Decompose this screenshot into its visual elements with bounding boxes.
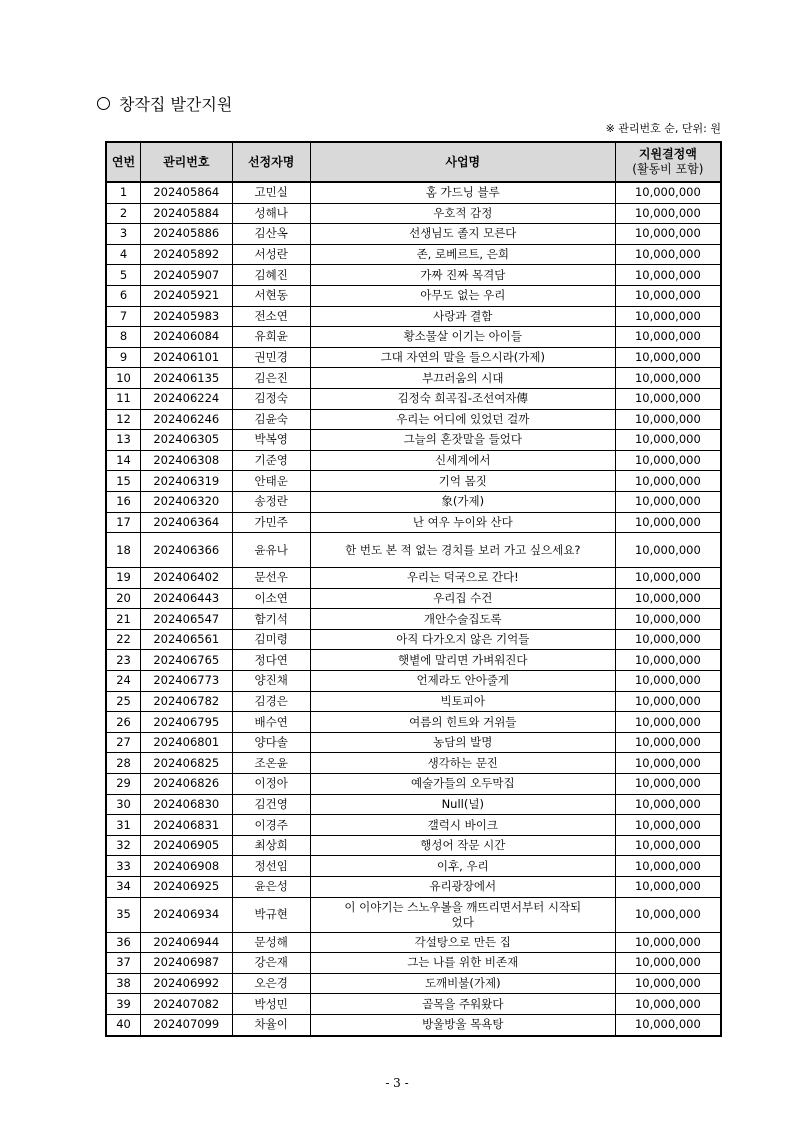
cell-amount: 10,000,000 bbox=[615, 244, 721, 265]
table-row bbox=[106, 224, 721, 245]
cell-name: 문선우 bbox=[232, 568, 310, 589]
cell-project: 여름의 힌트와 거위들 bbox=[310, 712, 615, 733]
table-row bbox=[106, 774, 721, 795]
cell-amount: 10,000,000 bbox=[615, 897, 721, 932]
cell-id: 202406944 bbox=[141, 932, 232, 953]
table-row bbox=[106, 897, 721, 932]
cell-name: 오은경 bbox=[232, 973, 310, 994]
cell-amount: 10,000,000 bbox=[615, 953, 721, 974]
cell-no: 34 bbox=[106, 877, 141, 898]
cell-project: 각설탕으로 만든 집 bbox=[310, 932, 615, 953]
cell-amount: 10,000,000 bbox=[615, 182, 721, 203]
table-row bbox=[106, 1014, 721, 1035]
cell-id: 202406366 bbox=[141, 533, 232, 568]
cell-id: 202406308 bbox=[141, 450, 232, 471]
cell-project: 예술가들의 오두막집 bbox=[310, 774, 615, 795]
grant-table bbox=[105, 141, 722, 1037]
cell-no: 2 bbox=[106, 203, 141, 224]
cell-name: 김윤숙 bbox=[232, 409, 310, 430]
cell-no: 29 bbox=[106, 774, 141, 795]
cell-name: 이소연 bbox=[232, 588, 310, 609]
cell-project: 가짜 진짜 목격담 bbox=[310, 265, 615, 286]
header-amount-line2: (활동비 포함) bbox=[632, 162, 704, 176]
cell-name: 차율이 bbox=[232, 1014, 310, 1035]
cell-no: 21 bbox=[106, 609, 141, 630]
cell-amount: 10,000,000 bbox=[615, 794, 721, 815]
cell-id: 202405892 bbox=[141, 244, 232, 265]
section-title bbox=[97, 92, 232, 115]
cell-id: 202406934 bbox=[141, 897, 232, 932]
cell-amount: 10,000,000 bbox=[615, 1014, 721, 1035]
table-row bbox=[106, 815, 721, 836]
cell-id: 202405921 bbox=[141, 285, 232, 306]
cell-project: 우리는 어디에 있었던 걸까 bbox=[310, 409, 615, 430]
table-row bbox=[106, 388, 721, 409]
cell-project: 언제라도 안아줄게 bbox=[310, 671, 615, 692]
cell-no: 35 bbox=[106, 897, 141, 932]
cell-no: 19 bbox=[106, 568, 141, 589]
table-row bbox=[106, 327, 721, 348]
cell-no: 12 bbox=[106, 409, 141, 430]
cell-id: 202406987 bbox=[141, 953, 232, 974]
cell-no: 38 bbox=[106, 973, 141, 994]
table-row bbox=[106, 856, 721, 877]
cell-amount: 10,000,000 bbox=[615, 512, 721, 533]
table-row bbox=[106, 265, 721, 286]
cell-no: 26 bbox=[106, 712, 141, 733]
table-header-row bbox=[106, 142, 721, 182]
table-row bbox=[106, 794, 721, 815]
header-amount bbox=[615, 142, 721, 182]
cell-amount: 10,000,000 bbox=[615, 973, 721, 994]
cell-id: 202406908 bbox=[141, 856, 232, 877]
cell-id: 202407082 bbox=[141, 994, 232, 1015]
cell-project: 농담의 발명 bbox=[310, 732, 615, 753]
table-row bbox=[106, 712, 721, 733]
cell-name: 김은진 bbox=[232, 368, 310, 389]
cell-id: 202405907 bbox=[141, 265, 232, 286]
cell-project: 아무도 없는 우리 bbox=[310, 285, 615, 306]
cell-no: 27 bbox=[106, 732, 141, 753]
cell-project: 그는 나를 위한 비존재 bbox=[310, 953, 615, 974]
cell-project: 난 여우 누이와 산다 bbox=[310, 512, 615, 533]
cell-id: 202406224 bbox=[141, 388, 232, 409]
header-no: 연번 bbox=[106, 142, 141, 182]
cell-no: 15 bbox=[106, 471, 141, 492]
table-row bbox=[106, 182, 721, 203]
cell-amount: 10,000,000 bbox=[615, 835, 721, 856]
table-row bbox=[106, 430, 721, 451]
cell-no: 5 bbox=[106, 265, 141, 286]
cell-name: 박복영 bbox=[232, 430, 310, 451]
cell-no: 18 bbox=[106, 533, 141, 568]
cell-id: 202406992 bbox=[141, 973, 232, 994]
cell-no: 40 bbox=[106, 1014, 141, 1035]
cell-id: 202406773 bbox=[141, 671, 232, 692]
cell-project: 김정숙 희곡집-조선여자傳 bbox=[310, 388, 615, 409]
cell-no: 8 bbox=[106, 327, 141, 348]
cell-project: 갤럭시 바이크 bbox=[310, 815, 615, 836]
cell-project: 생각하는 문진 bbox=[310, 753, 615, 774]
cell-no: 6 bbox=[106, 285, 141, 306]
cell-name: 김정숙 bbox=[232, 388, 310, 409]
cell-id: 202406925 bbox=[141, 877, 232, 898]
cell-project: 도깨비불(가제) bbox=[310, 973, 615, 994]
cell-no: 20 bbox=[106, 588, 141, 609]
cell-name: 기준영 bbox=[232, 450, 310, 471]
cell-project: 부끄러움의 시대 bbox=[310, 368, 615, 389]
header-name: 선정자명 bbox=[232, 142, 310, 182]
cell-name: 김산옥 bbox=[232, 224, 310, 245]
cell-amount: 10,000,000 bbox=[615, 877, 721, 898]
cell-amount: 10,000,000 bbox=[615, 568, 721, 589]
cell-id: 202406561 bbox=[141, 629, 232, 650]
table-row bbox=[106, 450, 721, 471]
cell-project: 아직 다가오지 않은 기억들 bbox=[310, 629, 615, 650]
cell-amount: 10,000,000 bbox=[615, 265, 721, 286]
cell-name: 김혜진 bbox=[232, 265, 310, 286]
cell-amount: 10,000,000 bbox=[615, 712, 721, 733]
cell-no: 36 bbox=[106, 932, 141, 953]
cell-project: 개안수술집도록 bbox=[310, 609, 615, 630]
cell-amount: 10,000,000 bbox=[615, 450, 721, 471]
page-number: - 3 - bbox=[385, 1076, 409, 1090]
cell-amount: 10,000,000 bbox=[615, 368, 721, 389]
cell-id: 202406246 bbox=[141, 409, 232, 430]
cell-id: 202406135 bbox=[141, 368, 232, 389]
cell-project: 황소물살 이기는 아이들 bbox=[310, 327, 615, 348]
cell-project: 기억 몸짓 bbox=[310, 471, 615, 492]
cell-amount: 10,000,000 bbox=[615, 491, 721, 512]
cell-name: 권민경 bbox=[232, 347, 310, 368]
table-row bbox=[106, 285, 721, 306]
cell-id: 202406319 bbox=[141, 471, 232, 492]
table-row bbox=[106, 306, 721, 327]
cell-id: 202405864 bbox=[141, 182, 232, 203]
cell-project: 그대 자연의 말을 들으시라(가제) bbox=[310, 347, 615, 368]
cell-no: 25 bbox=[106, 691, 141, 712]
cell-amount: 10,000,000 bbox=[615, 388, 721, 409]
cell-id: 202406795 bbox=[141, 712, 232, 733]
table-row bbox=[106, 877, 721, 898]
cell-amount: 10,000,000 bbox=[615, 588, 721, 609]
cell-id: 202406305 bbox=[141, 430, 232, 451]
cell-name: 고민실 bbox=[232, 182, 310, 203]
cell-name: 김미령 bbox=[232, 629, 310, 650]
cell-project: 한 번도 본 적 없는 경치를 보러 가고 싶으세요? bbox=[310, 533, 615, 568]
cell-amount: 10,000,000 bbox=[615, 774, 721, 795]
cell-no: 7 bbox=[106, 306, 141, 327]
cell-name: 서현동 bbox=[232, 285, 310, 306]
cell-name: 김경은 bbox=[232, 691, 310, 712]
cell-name: 박규현 bbox=[232, 897, 310, 932]
cell-amount: 10,000,000 bbox=[615, 932, 721, 953]
cell-id: 202406831 bbox=[141, 815, 232, 836]
cell-amount: 10,000,000 bbox=[615, 430, 721, 451]
cell-no: 13 bbox=[106, 430, 141, 451]
cell-name: 문성해 bbox=[232, 932, 310, 953]
cell-project: 그늘의 혼잣말을 들었다 bbox=[310, 430, 615, 451]
cell-name: 윤은성 bbox=[232, 877, 310, 898]
cell-project: 선생님도 졸지 모른다 bbox=[310, 224, 615, 245]
header-project: 사업명 bbox=[310, 142, 615, 182]
cell-name: 정선임 bbox=[232, 856, 310, 877]
cell-id: 202406402 bbox=[141, 568, 232, 589]
cell-no: 14 bbox=[106, 450, 141, 471]
cell-id: 202406905 bbox=[141, 835, 232, 856]
header-amount-line1: 지원결정액 bbox=[638, 147, 697, 161]
cell-no: 11 bbox=[106, 388, 141, 409]
cell-no: 37 bbox=[106, 953, 141, 974]
table-row bbox=[106, 588, 721, 609]
cell-amount: 10,000,000 bbox=[615, 994, 721, 1015]
cell-no: 9 bbox=[106, 347, 141, 368]
cell-project: 홈 가드닝 블루 bbox=[310, 182, 615, 203]
cell-id: 202406084 bbox=[141, 327, 232, 348]
cell-no: 3 bbox=[106, 224, 141, 245]
table-row bbox=[106, 753, 721, 774]
table-row bbox=[106, 409, 721, 430]
cell-id: 202406782 bbox=[141, 691, 232, 712]
cell-no: 1 bbox=[106, 182, 141, 203]
table-row bbox=[106, 609, 721, 630]
cell-amount: 10,000,000 bbox=[615, 691, 721, 712]
cell-project: 햇볕에 말리면 가벼워진다 bbox=[310, 650, 615, 671]
cell-id: 202406830 bbox=[141, 794, 232, 815]
table-row bbox=[106, 533, 721, 568]
table-row bbox=[106, 973, 721, 994]
cell-name: 강은재 bbox=[232, 953, 310, 974]
cell-project: 행성어 작문 시간 bbox=[310, 835, 615, 856]
cell-project: 우리는 덕국으로 간다! bbox=[310, 568, 615, 589]
table-row bbox=[106, 368, 721, 389]
cell-no: 17 bbox=[106, 512, 141, 533]
cell-amount: 10,000,000 bbox=[615, 409, 721, 430]
cell-amount: 10,000,000 bbox=[615, 650, 721, 671]
cell-project: 빅토피아 bbox=[310, 691, 615, 712]
cell-amount: 10,000,000 bbox=[615, 609, 721, 630]
cell-id: 202406320 bbox=[141, 491, 232, 512]
cell-name: 이경주 bbox=[232, 815, 310, 836]
table-row bbox=[106, 953, 721, 974]
cell-name: 함기석 bbox=[232, 609, 310, 630]
cell-amount: 10,000,000 bbox=[615, 815, 721, 836]
cell-name: 박성민 bbox=[232, 994, 310, 1015]
cell-project: 우호적 감정 bbox=[310, 203, 615, 224]
table-row bbox=[106, 629, 721, 650]
table-row bbox=[106, 732, 721, 753]
cell-no: 32 bbox=[106, 835, 141, 856]
cell-name: 송정란 bbox=[232, 491, 310, 512]
cell-no: 24 bbox=[106, 671, 141, 692]
table-row bbox=[106, 347, 721, 368]
table-row bbox=[106, 203, 721, 224]
cell-amount: 10,000,000 bbox=[615, 753, 721, 774]
cell-id: 202406364 bbox=[141, 512, 232, 533]
cell-name: 배수연 bbox=[232, 712, 310, 733]
cell-id: 202406801 bbox=[141, 732, 232, 753]
cell-amount: 10,000,000 bbox=[615, 285, 721, 306]
cell-project: 이후, 우리 bbox=[310, 856, 615, 877]
cell-no: 4 bbox=[106, 244, 141, 265]
cell-id: 202405886 bbox=[141, 224, 232, 245]
circle-bullet-icon bbox=[97, 97, 110, 110]
cell-amount: 10,000,000 bbox=[615, 629, 721, 650]
cell-name: 조온윤 bbox=[232, 753, 310, 774]
cell-name: 윤유나 bbox=[232, 533, 310, 568]
table-body bbox=[106, 182, 721, 1036]
cell-project: 유리광장에서 bbox=[310, 877, 615, 898]
cell-project: 방울방울 목욕탕 bbox=[310, 1014, 615, 1035]
cell-no: 28 bbox=[106, 753, 141, 774]
cell-amount: 10,000,000 bbox=[615, 471, 721, 492]
cell-id: 202406547 bbox=[141, 609, 232, 630]
cell-project: 존, 로베르트, 은희 bbox=[310, 244, 615, 265]
cell-id: 202406765 bbox=[141, 650, 232, 671]
table-row bbox=[106, 244, 721, 265]
cell-name: 전소연 bbox=[232, 306, 310, 327]
cell-no: 10 bbox=[106, 368, 141, 389]
cell-project: 신세계에서 bbox=[310, 450, 615, 471]
cell-amount: 10,000,000 bbox=[615, 224, 721, 245]
table-row bbox=[106, 835, 721, 856]
table-row bbox=[106, 471, 721, 492]
cell-id: 202405884 bbox=[141, 203, 232, 224]
cell-amount: 10,000,000 bbox=[615, 533, 721, 568]
cell-name: 유희윤 bbox=[232, 327, 310, 348]
cell-id: 202406825 bbox=[141, 753, 232, 774]
cell-id: 202406826 bbox=[141, 774, 232, 795]
table-row bbox=[106, 994, 721, 1015]
unit-note: ※ 관리번호 순, 단위: 원 bbox=[605, 122, 721, 135]
cell-amount: 10,000,000 bbox=[615, 856, 721, 877]
table-row bbox=[106, 932, 721, 953]
cell-project: 골목을 주워왔다 bbox=[310, 994, 615, 1015]
cell-project: 우리집 수건 bbox=[310, 588, 615, 609]
table-row bbox=[106, 650, 721, 671]
cell-amount: 10,000,000 bbox=[615, 327, 721, 348]
cell-name: 정다연 bbox=[232, 650, 310, 671]
cell-project: 象(가제) bbox=[310, 491, 615, 512]
header-id: 관리번호 bbox=[141, 142, 232, 182]
cell-no: 23 bbox=[106, 650, 141, 671]
cell-name: 김건영 bbox=[232, 794, 310, 815]
cell-amount: 10,000,000 bbox=[615, 306, 721, 327]
cell-name: 가민주 bbox=[232, 512, 310, 533]
cell-no: 39 bbox=[106, 994, 141, 1015]
cell-amount: 10,000,000 bbox=[615, 732, 721, 753]
cell-no: 33 bbox=[106, 856, 141, 877]
cell-name: 양진채 bbox=[232, 671, 310, 692]
table-row bbox=[106, 491, 721, 512]
table-row bbox=[106, 671, 721, 692]
cell-id: 202406443 bbox=[141, 588, 232, 609]
cell-amount: 10,000,000 bbox=[615, 203, 721, 224]
cell-name: 이정아 bbox=[232, 774, 310, 795]
cell-project: 사랑과 결함 bbox=[310, 306, 615, 327]
table-row bbox=[106, 691, 721, 712]
cell-no: 22 bbox=[106, 629, 141, 650]
table-row bbox=[106, 568, 721, 589]
cell-id: 202406101 bbox=[141, 347, 232, 368]
cell-project: Null(널) bbox=[310, 794, 615, 815]
table-row bbox=[106, 512, 721, 533]
cell-no: 30 bbox=[106, 794, 141, 815]
cell-amount: 10,000,000 bbox=[615, 671, 721, 692]
cell-id: 202405983 bbox=[141, 306, 232, 327]
cell-name: 안태운 bbox=[232, 471, 310, 492]
cell-project: 이 이야기는 스노우볼을 깨뜨리면서부터 시작되었다 bbox=[310, 897, 615, 932]
section-title-text: 창작집 발간지원 bbox=[119, 95, 233, 114]
cell-name: 서성란 bbox=[232, 244, 310, 265]
cell-name: 최상희 bbox=[232, 835, 310, 856]
cell-no: 31 bbox=[106, 815, 141, 836]
cell-id: 202407099 bbox=[141, 1014, 232, 1035]
cell-amount: 10,000,000 bbox=[615, 347, 721, 368]
cell-name: 성해나 bbox=[232, 203, 310, 224]
cell-name: 양다솔 bbox=[232, 732, 310, 753]
cell-no: 16 bbox=[106, 491, 141, 512]
